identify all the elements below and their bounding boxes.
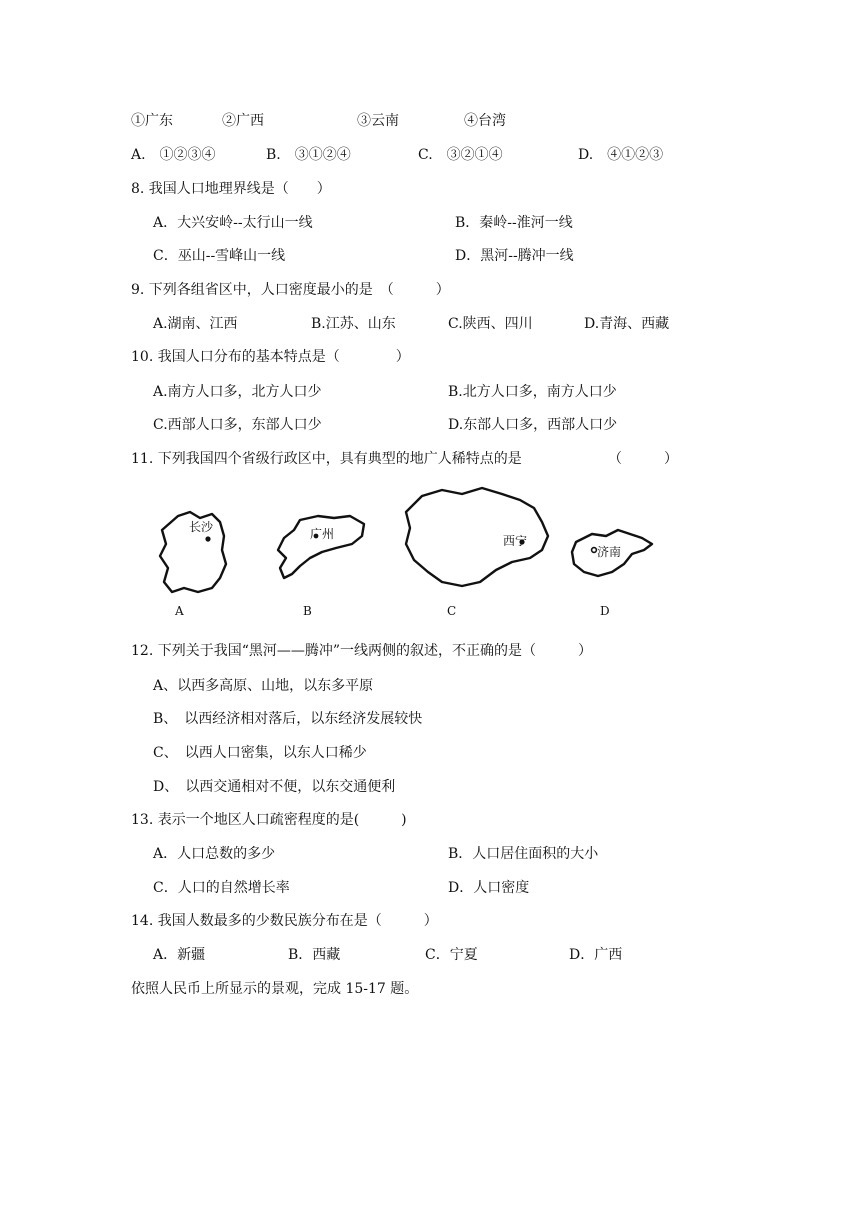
q7-item-2: ②广西 [222,113,264,129]
q7-option-d: D. ④①②③ [578,147,664,163]
map-b-city-label: 广州 [310,527,335,541]
q9-option-a: A.湖南、江西 [153,316,238,332]
q14-option-b: B．西藏 [288,947,341,963]
province-map-b [270,512,370,582]
q11-stem: 11. 下列我国四个省级行政区中，具有典型的地广人稀特点的是 [131,451,522,467]
q12-stem: 12. 下列关于我国“黑河——腾冲”一线两侧的叙述，不正确的是（ ） [131,643,593,659]
q10-option-b: B.北方人口多，南方人口少 [448,384,617,400]
map-d-letter: D [600,604,610,618]
q13-option-d: D．人口密度 [448,880,530,896]
q12-option-a: A、以西多高原、山地，以东多平原 [153,678,374,694]
q7-item-4: ④台湾 [464,113,506,129]
q13-stem: 13. 表示一个地区人口疏密程度的是( ) [131,812,407,828]
q10-option-c: C.西部人口多，东部人口少 [153,417,322,433]
q13-option-c: C．人口的自然增长率 [153,880,290,896]
q9-option-b: B.江苏、山东 [311,316,396,332]
group-intro: 依照人民币上所显示的景观，完成 15-17 题。 [131,981,419,997]
q7-option-c: C. ③②①④ [418,147,503,163]
q9-option-c: C.陕西、四川 [448,316,533,332]
q12-option-b: B、 以西经济相对落后，以东经济发展较快 [153,711,423,727]
q7-option-a: A. ①②③④ [131,147,216,163]
q12-option-d: D、 以西交通相对不便，以东交通便利 [153,779,396,795]
q7-option-b: B. ③①②④ [266,147,351,163]
q8-stem: 8. 我国人口地理界线是（ ） [131,181,331,197]
map-a-city-label: 长沙 [189,520,214,534]
q11-answer-paren: （ ） [608,451,678,467]
map-d-city-label: 济南 [597,545,622,559]
province-map-c [402,486,554,590]
q8-option-d: D．黑河--腾冲一线 [455,248,574,264]
q12-option-c: C、 以西人口密集，以东人口稀少 [153,745,367,761]
q7-item-3: ③云南 [357,113,399,129]
q8-option-b: B．秦岭--淮河一线 [455,215,573,231]
q7-item-1: ①广东 [131,113,173,129]
q10-option-d: D.东部人口多，西部人口少 [448,417,618,433]
q10-stem: 10. 我国人口分布的基本特点是（ ） [131,349,410,365]
q13-option-b: B．人口居住面积的大小 [448,846,599,862]
q8-option-a: A．大兴安岭--太行山一线 [153,215,313,231]
map-a-letter: A [175,604,184,618]
map-c-city-label: 西宁 [503,534,528,548]
q14-stem: 14. 我国人数最多的少数民族分布在是（ ） [131,913,438,929]
q9-option-d: D.青海、西藏 [584,316,670,332]
q14-option-a: A．新疆 [153,947,206,963]
q10-option-a: A.南方人口多，北方人口少 [153,384,322,400]
q9-stem: 9. 下列各组省区中，人口密度最小的是 （ ） [131,282,450,298]
map-b-letter: B [303,604,312,618]
q13-option-a: A．人口总数的多少 [153,846,276,862]
q8-option-c: C．巫山--雪峰山一线 [153,248,286,264]
q14-option-d: D．广西 [569,947,623,963]
q14-option-c: C．宁夏 [425,947,478,963]
map-c-letter: C [447,604,457,618]
